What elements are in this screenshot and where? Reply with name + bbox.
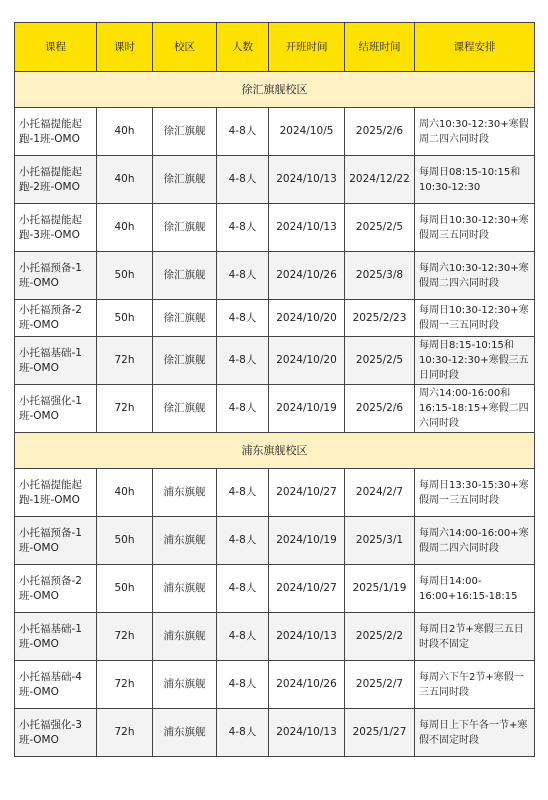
end-date: 2025/2/7 (345, 661, 415, 709)
start-date: 2024/10/26 (269, 661, 345, 709)
schedule-text: 每周日10:30-12:30+寒假周一三五同时段 (415, 300, 535, 337)
start-date: 2024/10/26 (269, 252, 345, 300)
course-hours: 50h (97, 565, 153, 613)
class-size: 4-8人 (217, 108, 269, 156)
course-campus: 浦东旗舰 (153, 661, 217, 709)
schedule-text: 每周日2节+寒假三五日时段不固定 (415, 613, 535, 661)
schedule-text: 每周日13:30-15:30+寒假周一三五同时段 (415, 469, 535, 517)
end-date: 2024/12/22 (345, 156, 415, 204)
course-hours: 72h (97, 613, 153, 661)
course-campus: 浦东旗舰 (153, 517, 217, 565)
course-name: 小托福预备-2班-OMO (15, 300, 97, 337)
start-date: 2024/10/27 (269, 565, 345, 613)
schedule-text: 每周日上下午各一节+寒假不固定时段 (415, 709, 535, 757)
table-row (15, 469, 535, 517)
course-name: 小托福预备-1班-OMO (15, 252, 97, 300)
schedule-text: 每周日10:30-12:30+寒假周三五同时段 (415, 204, 535, 252)
course-name: 小托福预备-1班-OMO (15, 517, 97, 565)
table-row (15, 517, 535, 565)
course-hours: 40h (97, 469, 153, 517)
class-size: 4-8人 (217, 156, 269, 204)
course-hours: 40h (97, 156, 153, 204)
end-date: 2025/2/6 (345, 108, 415, 156)
course-name: 小托福提能起跑-3班-OMO (15, 204, 97, 252)
end-date: 2024/2/7 (345, 469, 415, 517)
end-date: 2025/1/19 (345, 565, 415, 613)
course-name: 小托福强化-1班-OMO (15, 385, 97, 433)
course-campus: 徐汇旗舰 (153, 156, 217, 204)
section-title: 浦东旗舰校区 (15, 433, 535, 469)
course-name: 小托福基础-1班-OMO (15, 337, 97, 385)
course-hours: 40h (97, 204, 153, 252)
schedule-table-wrapper (14, 22, 534, 757)
class-size: 4-8人 (217, 517, 269, 565)
course-hours: 50h (97, 517, 153, 565)
course-campus: 徐汇旗舰 (153, 337, 217, 385)
end-date: 2025/1/27 (345, 709, 415, 757)
table-row (15, 252, 535, 300)
class-size: 4-8人 (217, 565, 269, 613)
course-name: 小托福预备-2班-OMO (15, 565, 97, 613)
schedule-text: 周六10:30-12:30+寒假周二四六同时段 (415, 108, 535, 156)
table-row (15, 613, 535, 661)
table-row (15, 108, 535, 156)
table-row (15, 300, 535, 337)
class-size: 4-8人 (217, 385, 269, 433)
course-campus: 徐汇旗舰 (153, 300, 217, 337)
start-date: 2024/10/20 (269, 337, 345, 385)
course-name: 小托福强化-3班-OMO (15, 709, 97, 757)
course-hours: 72h (97, 709, 153, 757)
header-size: 人数 (217, 23, 269, 72)
section-row (15, 433, 535, 469)
class-size: 4-8人 (217, 709, 269, 757)
end-date: 2025/2/6 (345, 385, 415, 433)
start-date: 2024/10/20 (269, 300, 345, 337)
start-date: 2024/10/13 (269, 204, 345, 252)
end-date: 2025/2/2 (345, 613, 415, 661)
class-size: 4-8人 (217, 469, 269, 517)
course-campus: 浦东旗舰 (153, 565, 217, 613)
course-name: 小托福基础-1班-OMO (15, 613, 97, 661)
schedule-text: 每周日08:15-10:15和10:30-12:30 (415, 156, 535, 204)
header-hours: 课时 (97, 23, 153, 72)
header-end-date: 结班时间 (345, 23, 415, 72)
start-date: 2024/10/5 (269, 108, 345, 156)
schedule-text: 每周六14:00-16:00+寒假周二四六同时段 (415, 517, 535, 565)
end-date: 2025/3/8 (345, 252, 415, 300)
start-date: 2024/10/19 (269, 517, 345, 565)
header-campus: 校区 (153, 23, 217, 72)
class-size: 4-8人 (217, 300, 269, 337)
end-date: 2025/2/23 (345, 300, 415, 337)
schedule-text: 每周日8:15-10:15和10:30-12:30+寒假三五日同时段 (415, 337, 535, 385)
table-row (15, 204, 535, 252)
course-hours: 40h (97, 108, 153, 156)
course-name: 小托福提能起跑-1班-OMO (15, 108, 97, 156)
course-hours: 50h (97, 252, 153, 300)
course-name: 小托福基础-4班-OMO (15, 661, 97, 709)
start-date: 2024/10/13 (269, 709, 345, 757)
table-row (15, 661, 535, 709)
start-date: 2024/10/19 (269, 385, 345, 433)
header-start-date: 开班时间 (269, 23, 345, 72)
table-row (15, 156, 535, 204)
course-name: 小托福提能起跑-1班-OMO (15, 469, 97, 517)
course-campus: 浦东旗舰 (153, 469, 217, 517)
schedule-text: 周六14:00-16:00和16:15-18:15+寒假二四六同时段 (415, 385, 535, 433)
course-hours: 72h (97, 661, 153, 709)
start-date: 2024/10/13 (269, 613, 345, 661)
course-name: 小托福提能起跑-2班-OMO (15, 156, 97, 204)
course-schedule-table (14, 22, 535, 757)
course-campus: 徐汇旗舰 (153, 108, 217, 156)
table-row (15, 337, 535, 385)
section-title: 徐汇旗舰校区 (15, 72, 535, 108)
header-schedule: 课程安排 (415, 23, 535, 72)
section-row (15, 72, 535, 108)
class-size: 4-8人 (217, 613, 269, 661)
schedule-text: 每周六下午2节+寒假一三五同时段 (415, 661, 535, 709)
course-campus: 徐汇旗舰 (153, 252, 217, 300)
course-hours: 50h (97, 300, 153, 337)
course-campus: 徐汇旗舰 (153, 204, 217, 252)
start-date: 2024/10/27 (269, 469, 345, 517)
class-size: 4-8人 (217, 204, 269, 252)
table-row (15, 385, 535, 433)
end-date: 2025/3/1 (345, 517, 415, 565)
class-size: 4-8人 (217, 661, 269, 709)
table-row (15, 709, 535, 757)
schedule-text: 每周六10:30-12:30+寒假周二四六同时段 (415, 252, 535, 300)
class-size: 4-8人 (217, 337, 269, 385)
schedule-text: 每周日14:00-16:00+16:15-18:15 (415, 565, 535, 613)
end-date: 2025/2/5 (345, 204, 415, 252)
end-date: 2025/2/5 (345, 337, 415, 385)
table-row (15, 565, 535, 613)
course-hours: 72h (97, 337, 153, 385)
course-hours: 72h (97, 385, 153, 433)
course-campus: 浦东旗舰 (153, 709, 217, 757)
course-campus: 浦东旗舰 (153, 613, 217, 661)
start-date: 2024/10/13 (269, 156, 345, 204)
class-size: 4-8人 (217, 252, 269, 300)
header-row (15, 23, 535, 72)
header-course: 课程 (15, 23, 97, 72)
course-campus: 徐汇旗舰 (153, 385, 217, 433)
